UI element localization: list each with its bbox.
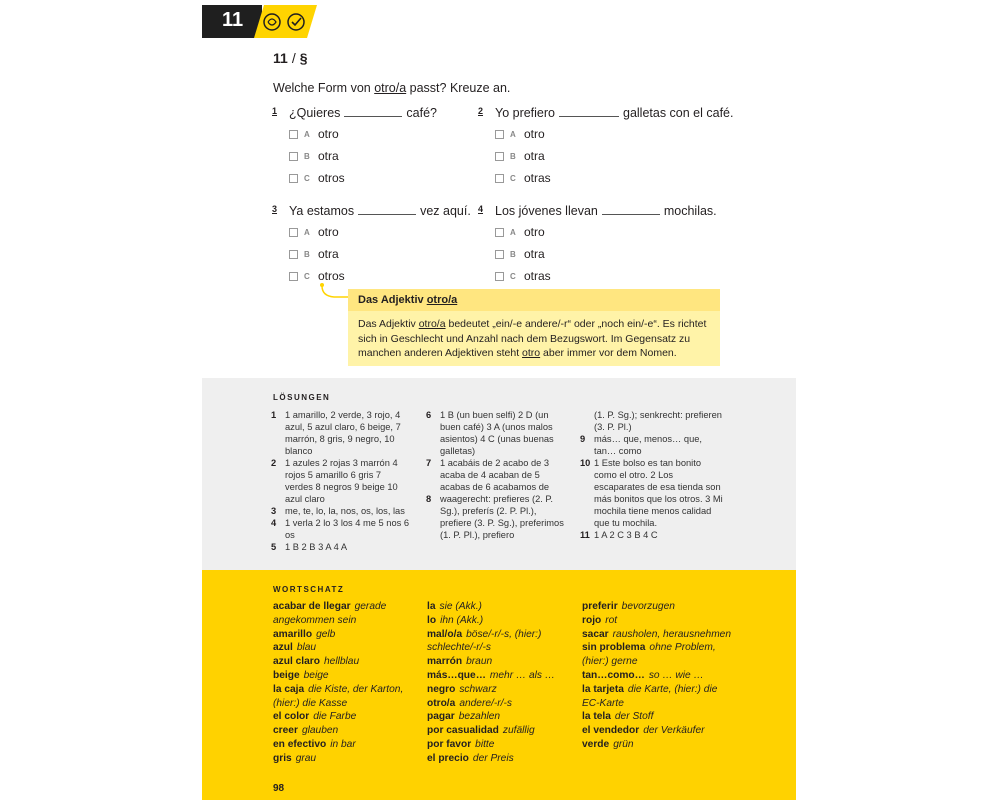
option-text: otra — [524, 247, 545, 261]
vocabulary-translation: die Farbe — [313, 711, 357, 723]
chapter-number: 11 — [222, 9, 244, 31]
vocabulary-translation: hellblau — [324, 656, 360, 668]
vocabulary-word: marrón — [427, 656, 463, 668]
question-text-after: café? — [406, 106, 437, 120]
solution-number: 4 — [271, 518, 277, 528]
solution-item — [426, 409, 566, 457]
solution-item — [580, 433, 725, 457]
checkbox[interactable] — [289, 272, 298, 281]
vocabulary-entry — [273, 752, 415, 766]
option-text: otro — [524, 225, 545, 239]
question-text-after: galletas con el café. — [623, 106, 734, 120]
vocabulary-entry — [273, 738, 415, 752]
solution-item — [426, 493, 566, 541]
solution-text: 1 B (un buen selfi) 2 D (un buen café) 3 A (unos malos asientos) 4 C (unas buenas galletas) — [440, 410, 554, 456]
instruction-term: otro/a — [374, 81, 407, 95]
vocabulary-word: acabar de llegar — [273, 601, 351, 612]
title-slash: / — [291, 50, 296, 66]
grammar-note — [348, 289, 720, 366]
checkbox[interactable] — [495, 130, 504, 139]
vocabulary-entry — [273, 628, 415, 642]
vocabulary-entry — [427, 628, 572, 656]
solution-number: 3 — [271, 506, 277, 516]
solution-item — [580, 529, 725, 541]
solution-item — [426, 457, 566, 493]
vocabulary-entry — [427, 697, 572, 711]
vocabulary-translation: bevorzugen — [621, 601, 675, 612]
checkbox[interactable] — [289, 228, 298, 237]
instruction-prefix: Welche Form von — [273, 81, 375, 95]
vocabulary-word: sin problema — [582, 642, 646, 654]
vocabulary-translation: der Stoff — [614, 711, 654, 723]
solution-item — [271, 517, 411, 541]
vocabulary-word: por favor — [427, 738, 472, 750]
question-text-before: ¿Quieres — [289, 106, 341, 120]
vocabulary-translation: der Verkäufer — [643, 725, 705, 737]
vocabulary-translation: rausholen, herausnehmen — [612, 628, 732, 640]
question-3 — [289, 202, 471, 218]
option-letter: A — [304, 227, 310, 237]
question-number: 3 — [272, 204, 278, 214]
checkbox[interactable] — [289, 174, 298, 183]
vocabulary-translation: schwarz — [459, 683, 497, 695]
brain-icon — [262, 12, 282, 32]
question-text-before: Yo prefiero — [495, 106, 555, 120]
checkbox[interactable] — [495, 174, 504, 183]
option-letter: C — [304, 271, 310, 281]
question-4 — [495, 202, 717, 218]
checkbox[interactable] — [289, 130, 298, 139]
vocabulary-translation: andere/-r/-s — [459, 697, 512, 709]
question-text-before: Ya estamos — [289, 204, 355, 218]
vocabulary-word: en efectivo — [273, 738, 327, 750]
solution-number: 9 — [580, 434, 586, 444]
vocabulary-word: otro/a — [427, 697, 456, 709]
vocabulary-translation: braun — [466, 656, 493, 668]
exercise-instruction — [273, 81, 510, 95]
vocabulary-word: tan…como… — [582, 669, 645, 681]
page-number: 98 — [273, 783, 285, 794]
vocabulary-word: sacar — [582, 628, 609, 640]
solution-item — [271, 409, 411, 457]
note-title-term: otro/a — [426, 294, 458, 306]
answer-blank — [602, 202, 660, 215]
vocabulary-entry — [427, 669, 572, 683]
solution-item — [271, 457, 411, 505]
note-body-part: Das Adjektiv — [358, 318, 419, 330]
vocabulary-word: por casualidad — [427, 725, 499, 737]
solutions-column-1 — [271, 409, 411, 553]
vocabulary-entry — [427, 752, 572, 766]
solution-item — [580, 457, 725, 529]
vocabulary-entry — [273, 669, 415, 683]
vocabulary-translation: ohne Problem, (hier:) gerne — [582, 642, 716, 668]
vocabulary-entry — [273, 710, 415, 724]
vocabulary-entry — [427, 614, 572, 628]
vocabulary-section — [202, 570, 796, 800]
exercise-title — [273, 50, 308, 66]
option-letter: C — [510, 271, 516, 281]
question-text-after: vez aquí. — [420, 204, 471, 218]
question-number: 1 — [272, 106, 278, 116]
vocabulary-entry — [582, 628, 732, 642]
grammar-note-title — [358, 294, 457, 306]
vocabulary-entry — [582, 724, 732, 738]
option-text: otras — [524, 269, 551, 283]
note-body-part: bedeutet „ein/-e andere/-r“ oder „noch ein/-e“. Es richtet sich in Geschlecht und Anzahl nach dem Bezugswort. Im Gegensatz zu manchen anderen Adjektiven steht — [358, 318, 707, 359]
vocabulary-word: el color — [273, 711, 310, 723]
vocabulary-translation: ihn (Akk.) — [440, 614, 484, 626]
vocabulary-translation: blau — [296, 642, 317, 654]
option-letter: B — [510, 249, 516, 259]
vocabulary-entry — [427, 683, 572, 697]
vocabulary-column-1 — [273, 600, 415, 766]
vocabulary-word: amarillo — [273, 628, 313, 640]
option-2a[interactable] — [495, 127, 545, 141]
option-text: otro — [524, 127, 545, 141]
vocabulary-word: pagar — [427, 711, 455, 723]
vocabulary-word: el vendedor — [582, 725, 640, 737]
option-text: otra — [318, 247, 339, 261]
vocabulary-translation: die Karte, (hier:) die EC-Karte — [582, 683, 718, 709]
vocabulary-word: creer — [273, 725, 298, 737]
solutions-heading: LÖSUNGEN — [273, 393, 331, 402]
vocabulary-word: más…que… — [427, 669, 486, 681]
vocabulary-word: beige — [273, 669, 300, 681]
solution-number: 6 — [426, 410, 432, 420]
vocabulary-entry — [427, 600, 572, 614]
vocabulary-entry — [582, 669, 732, 683]
solution-text: waagerecht: prefieres (2. P. Sg.), preferís (2. P. Pl.), prefiere (3. P. Sg.), preferimos (1. P. Pl.), prefiero — [440, 494, 564, 540]
option-letter: C — [510, 173, 516, 183]
vocabulary-entry — [273, 655, 415, 669]
vocabulary-translation: mehr … als … — [489, 669, 555, 681]
checkbox[interactable] — [289, 152, 298, 161]
note-body-term: otro/a — [418, 318, 446, 330]
solution-item — [580, 409, 725, 433]
vocabulary-word: rojo — [582, 614, 602, 626]
solution-text: 1 amarillo, 2 verde, 3 rojo, 4 azul, 5 azul claro, 6 beige, 7 marrón, 8 gris, 9 negro, 10 blanco — [285, 410, 401, 456]
vocabulary-word: azul claro — [273, 656, 320, 668]
vocabulary-entry — [582, 738, 732, 752]
answer-blank — [358, 202, 416, 215]
vocabulary-translation: böse/-r/-s, (hier:) schlechte/-r/-s — [427, 628, 542, 654]
option-4a[interactable] — [495, 225, 545, 239]
vocabulary-word: la — [427, 601, 436, 612]
option-letter: B — [304, 151, 310, 161]
option-text: otras — [524, 171, 551, 185]
solution-text: (1. P. Sg.); senkrecht: prefieren (3. P. Pl.) — [594, 410, 722, 432]
solution-text: 1 Este bolso es tan bonito como el otro. 2 Los escaparates de esa tienda son más bonitos que los otros. 3 Mi mochila tiene menos calidad que tu mochila. — [594, 458, 723, 528]
answer-blank — [559, 104, 619, 117]
vocabulary-word: verde — [582, 738, 610, 750]
vocabulary-translation: glauben — [301, 725, 339, 737]
solution-text: 1 acabáis de 2 acabo de 3 acaba de 4 acaban de 5 acabas de 6 acabamos de — [440, 458, 550, 492]
solution-item — [271, 505, 411, 517]
checkbox[interactable] — [495, 250, 504, 259]
checkbox[interactable] — [495, 152, 504, 161]
answer-blank — [344, 104, 402, 117]
option-text: otro — [318, 127, 339, 141]
exercise-number: 11 — [273, 50, 288, 66]
option-2c[interactable] — [495, 171, 551, 185]
vocabulary-translation: die Kiste, der Karton, (hier:) die Kasse — [273, 683, 404, 709]
vocabulary-word: azul — [273, 642, 293, 654]
vocabulary-translation: der Preis — [472, 752, 514, 764]
option-1c[interactable] — [289, 171, 345, 185]
vocabulary-entry — [582, 614, 732, 628]
solution-text: me, te, lo, la, nos, os, los, las — [285, 506, 405, 516]
vocabulary-translation: sie (Akk.) — [439, 601, 482, 612]
option-1a[interactable] — [289, 127, 339, 141]
question-text-before: Los jóvenes llevan — [495, 204, 598, 218]
vocabulary-translation: in bar — [330, 738, 356, 750]
solutions-section — [202, 378, 796, 570]
grammar-note-body — [358, 317, 713, 361]
vocabulary-translation: zufällig — [502, 725, 535, 737]
solution-text: 1 B 2 B 3 A 4 A — [285, 542, 348, 552]
chapter-tab — [202, 5, 317, 38]
vocabulary-word: lo — [427, 614, 437, 626]
option-4c[interactable] — [495, 269, 551, 283]
solution-item — [271, 541, 411, 553]
vocabulary-word: el precio — [427, 752, 469, 764]
note-body-part: aber immer vor dem Nomen. — [540, 347, 677, 359]
vocabulary-translation: so … wie … — [648, 669, 704, 681]
solution-text: más… que, menos… que, tan… como — [594, 434, 702, 456]
note-title-prefix: Das Adjektiv — [358, 294, 427, 306]
solution-text: 1 verla 2 lo 3 los 4 me 5 nos 6 os — [285, 518, 410, 540]
vocabulary-translation: beige — [303, 669, 329, 681]
option-3a[interactable] — [289, 225, 339, 239]
vocabulary-entry — [582, 683, 732, 711]
question-text-after: mochilas. — [663, 204, 717, 218]
checkmark-icon — [286, 12, 306, 32]
solutions-column-3 — [580, 409, 725, 541]
vocabulary-entry — [273, 683, 415, 711]
vocabulary-column-3 — [582, 600, 732, 752]
vocabulary-translation: grau — [295, 752, 317, 764]
vocabulary-entry — [273, 641, 415, 655]
vocabulary-entry — [582, 641, 732, 669]
option-4b[interactable] — [495, 247, 545, 261]
question-number: 4 — [478, 204, 484, 214]
option-text: otros — [318, 171, 345, 185]
vocabulary-entry — [427, 724, 572, 738]
instruction-suffix: passt? Kreuze an. — [406, 81, 511, 95]
checkbox[interactable] — [495, 272, 504, 281]
question-1 — [289, 104, 437, 120]
option-3c[interactable] — [289, 269, 345, 283]
option-1b[interactable] — [289, 149, 339, 163]
vocabulary-entry — [427, 710, 572, 724]
solution-number: 1 — [271, 410, 277, 420]
vocabulary-word: gris — [273, 752, 292, 764]
option-2b[interactable] — [495, 149, 545, 163]
question-2 — [495, 104, 734, 120]
option-letter: A — [304, 129, 310, 139]
vocabulary-word: preferir — [582, 601, 618, 612]
solution-number: 2 — [271, 458, 277, 468]
solution-text: 1 A 2 C 3 B 4 C — [594, 530, 658, 540]
vocabulary-word: la tela — [582, 711, 611, 723]
option-letter: A — [510, 227, 516, 237]
checkbox[interactable] — [495, 228, 504, 237]
vocabulary-heading: WORTSCHATZ — [273, 585, 345, 594]
solution-number: 7 — [426, 458, 432, 468]
vocabulary-translation: bitte — [475, 738, 495, 750]
option-letter: B — [304, 249, 310, 259]
vocabulary-translation: gerade angekommen sein — [273, 601, 387, 626]
vocabulary-column-2 — [427, 600, 572, 766]
solution-number: 11 — [580, 530, 590, 540]
vocabulary-entry — [582, 710, 732, 724]
vocabulary-word: mal/o/a — [427, 628, 463, 640]
solutions-column-2 — [426, 409, 566, 541]
option-text: otra — [318, 149, 339, 163]
vocabulary-entry — [427, 655, 572, 669]
vocabulary-translation: bezahlen — [458, 711, 501, 723]
option-text: otros — [318, 269, 345, 283]
note-body-term: otro — [522, 347, 541, 359]
vocabulary-entry — [582, 600, 732, 614]
vocabulary-translation: rot — [605, 614, 618, 626]
vocabulary-translation: grün — [613, 738, 634, 750]
checkbox[interactable] — [289, 250, 298, 259]
grammar-symbol: § — [299, 50, 308, 66]
vocabulary-word: negro — [427, 683, 456, 695]
option-3b[interactable] — [289, 247, 339, 261]
vocabulary-entry — [273, 600, 415, 628]
option-letter: A — [510, 129, 516, 139]
option-text: otra — [524, 149, 545, 163]
option-letter: B — [510, 151, 516, 161]
vocabulary-entry — [427, 738, 572, 752]
option-letter: C — [304, 173, 310, 183]
solution-number: 8 — [426, 494, 432, 504]
solution-text: 1 azules 2 rojas 3 marrón 4 rojos 5 amarillo 6 gris 7 verdes 8 negros 9 beige 10 azul claro — [285, 458, 398, 504]
solution-number: 10 — [580, 458, 591, 468]
question-number: 2 — [478, 106, 484, 116]
vocabulary-translation: gelb — [316, 628, 336, 640]
solution-number: 5 — [271, 542, 277, 552]
vocabulary-entry — [273, 724, 415, 738]
option-text: otro — [318, 225, 339, 239]
vocabulary-word: la tarjeta — [582, 683, 624, 695]
vocabulary-word: la caja — [273, 683, 305, 695]
